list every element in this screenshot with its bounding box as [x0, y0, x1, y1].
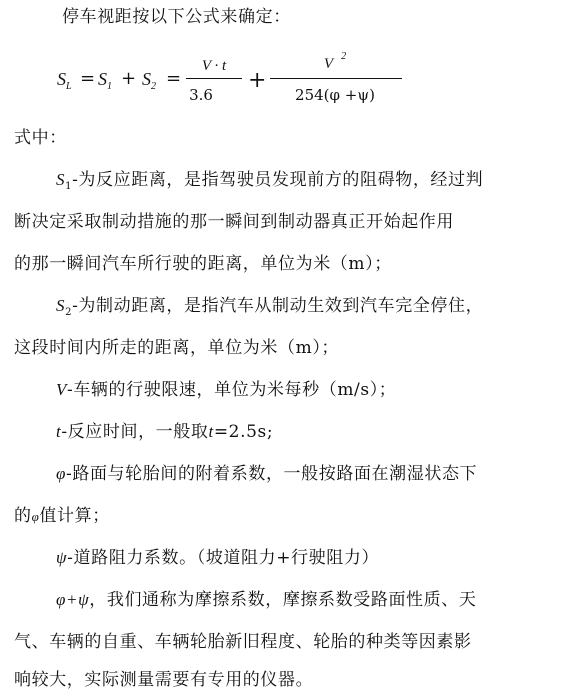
def-s1-line3: 的那一瞬间汽车所行驶的距离，单位为米（m）； [14, 254, 392, 274]
def-phi-symbol: φ [56, 464, 67, 483]
fraction2-numerator [316, 51, 347, 75]
def-s1-subscript: 1 [65, 181, 73, 192]
formula-lhs [57, 69, 72, 90]
def-sum-line3: 响较大，实际测量需要有专用的仪器。 [14, 670, 314, 690]
fraction2-numerator-symbol: V [323, 56, 334, 72]
formula-lhs-symbol: S [57, 69, 66, 89]
def-psi-symbol: ψ [56, 548, 68, 567]
def-v-line [56, 379, 396, 401]
def-t-text-a: -反应时间，一般取 [61, 422, 209, 442]
formula-plus1: + [121, 68, 137, 89]
def-s1-line2: 断决定采取制动措施的那一瞬间到制动器真正开始起作用 [14, 212, 454, 232]
def-sum-symbol: φ+ψ [56, 590, 90, 609]
formula-s1-subscript: 1 [107, 81, 112, 92]
def-t-symbol: t [56, 422, 62, 441]
formula-lhs-subscript: L [66, 81, 72, 92]
fraction1-bar [186, 78, 242, 79]
def-s2-subscript: 2 [65, 307, 73, 318]
def-phi-line1 [56, 463, 477, 485]
def-psi-line [56, 547, 379, 569]
formula-plus2: + [248, 68, 267, 93]
formula-s1 [98, 69, 112, 90]
fraction1-numerator: V · t [201, 58, 227, 74]
def-t-text-b: =2.5s; [213, 422, 274, 442]
def-s1-symbol: S [56, 170, 66, 189]
def-s2-symbol: S [56, 296, 66, 315]
where-label: 式中： [14, 128, 67, 148]
formula-s2-symbol: S [142, 69, 151, 89]
formula-eq2: = [166, 68, 182, 89]
def-s1-text1: -为反应距离，是指驾驶员发现前方的阻碍物，经过判 [72, 170, 484, 190]
def-t-symbol-inline: t [208, 422, 214, 441]
formula-s1-symbol: S [98, 69, 107, 89]
fraction1-denominator: 3.6 [189, 86, 213, 104]
formula-s2 [142, 69, 156, 90]
def-s2-line1 [56, 295, 483, 320]
def-phi-symbol-inline: φ [31, 509, 40, 524]
def-sum-line2: 气、车辆的自重、车辆轮胎新旧程度、轮胎的种类等因素影 [14, 632, 472, 652]
def-sum-line1 [56, 589, 476, 611]
def-phi-text1: -路面与轮胎间的附着系数，一般按路面在潮湿状态下 [66, 464, 478, 484]
intro-text: 停车视距按以下公式来确定： [62, 7, 291, 27]
def-s1-line1 [56, 169, 483, 194]
def-phi-line2 [14, 505, 110, 528]
fraction2-denominator: 254(φ +ψ) [295, 86, 375, 104]
def-psi-text: -道路阻力系数。（坡道阻力+行驶阻力） [67, 548, 380, 568]
def-phi-text2b: 值计算； [39, 506, 110, 526]
fraction2-numerator-exponent: 2 [341, 51, 347, 62]
def-s2-text1: -为制动距离，是指汽车从制动生效到汽车完全停住， [72, 296, 484, 316]
formula-s2-subscript: 2 [151, 81, 156, 92]
def-sum-text1: ，我们通称为摩擦系数，摩擦系数受路面性质、天 [89, 590, 477, 610]
def-t-line [56, 421, 273, 443]
formula-eq1: = [80, 68, 96, 89]
fraction2-bar [270, 78, 402, 79]
def-v-text: -车辆的行驶限速，单位为米每秒（m/s）； [66, 380, 397, 400]
def-s2-line2: 这段时间内所走的距离，单位为米（m）； [14, 338, 340, 358]
def-v-symbol: V [56, 380, 67, 399]
def-phi-text2a: 的 [14, 506, 32, 526]
